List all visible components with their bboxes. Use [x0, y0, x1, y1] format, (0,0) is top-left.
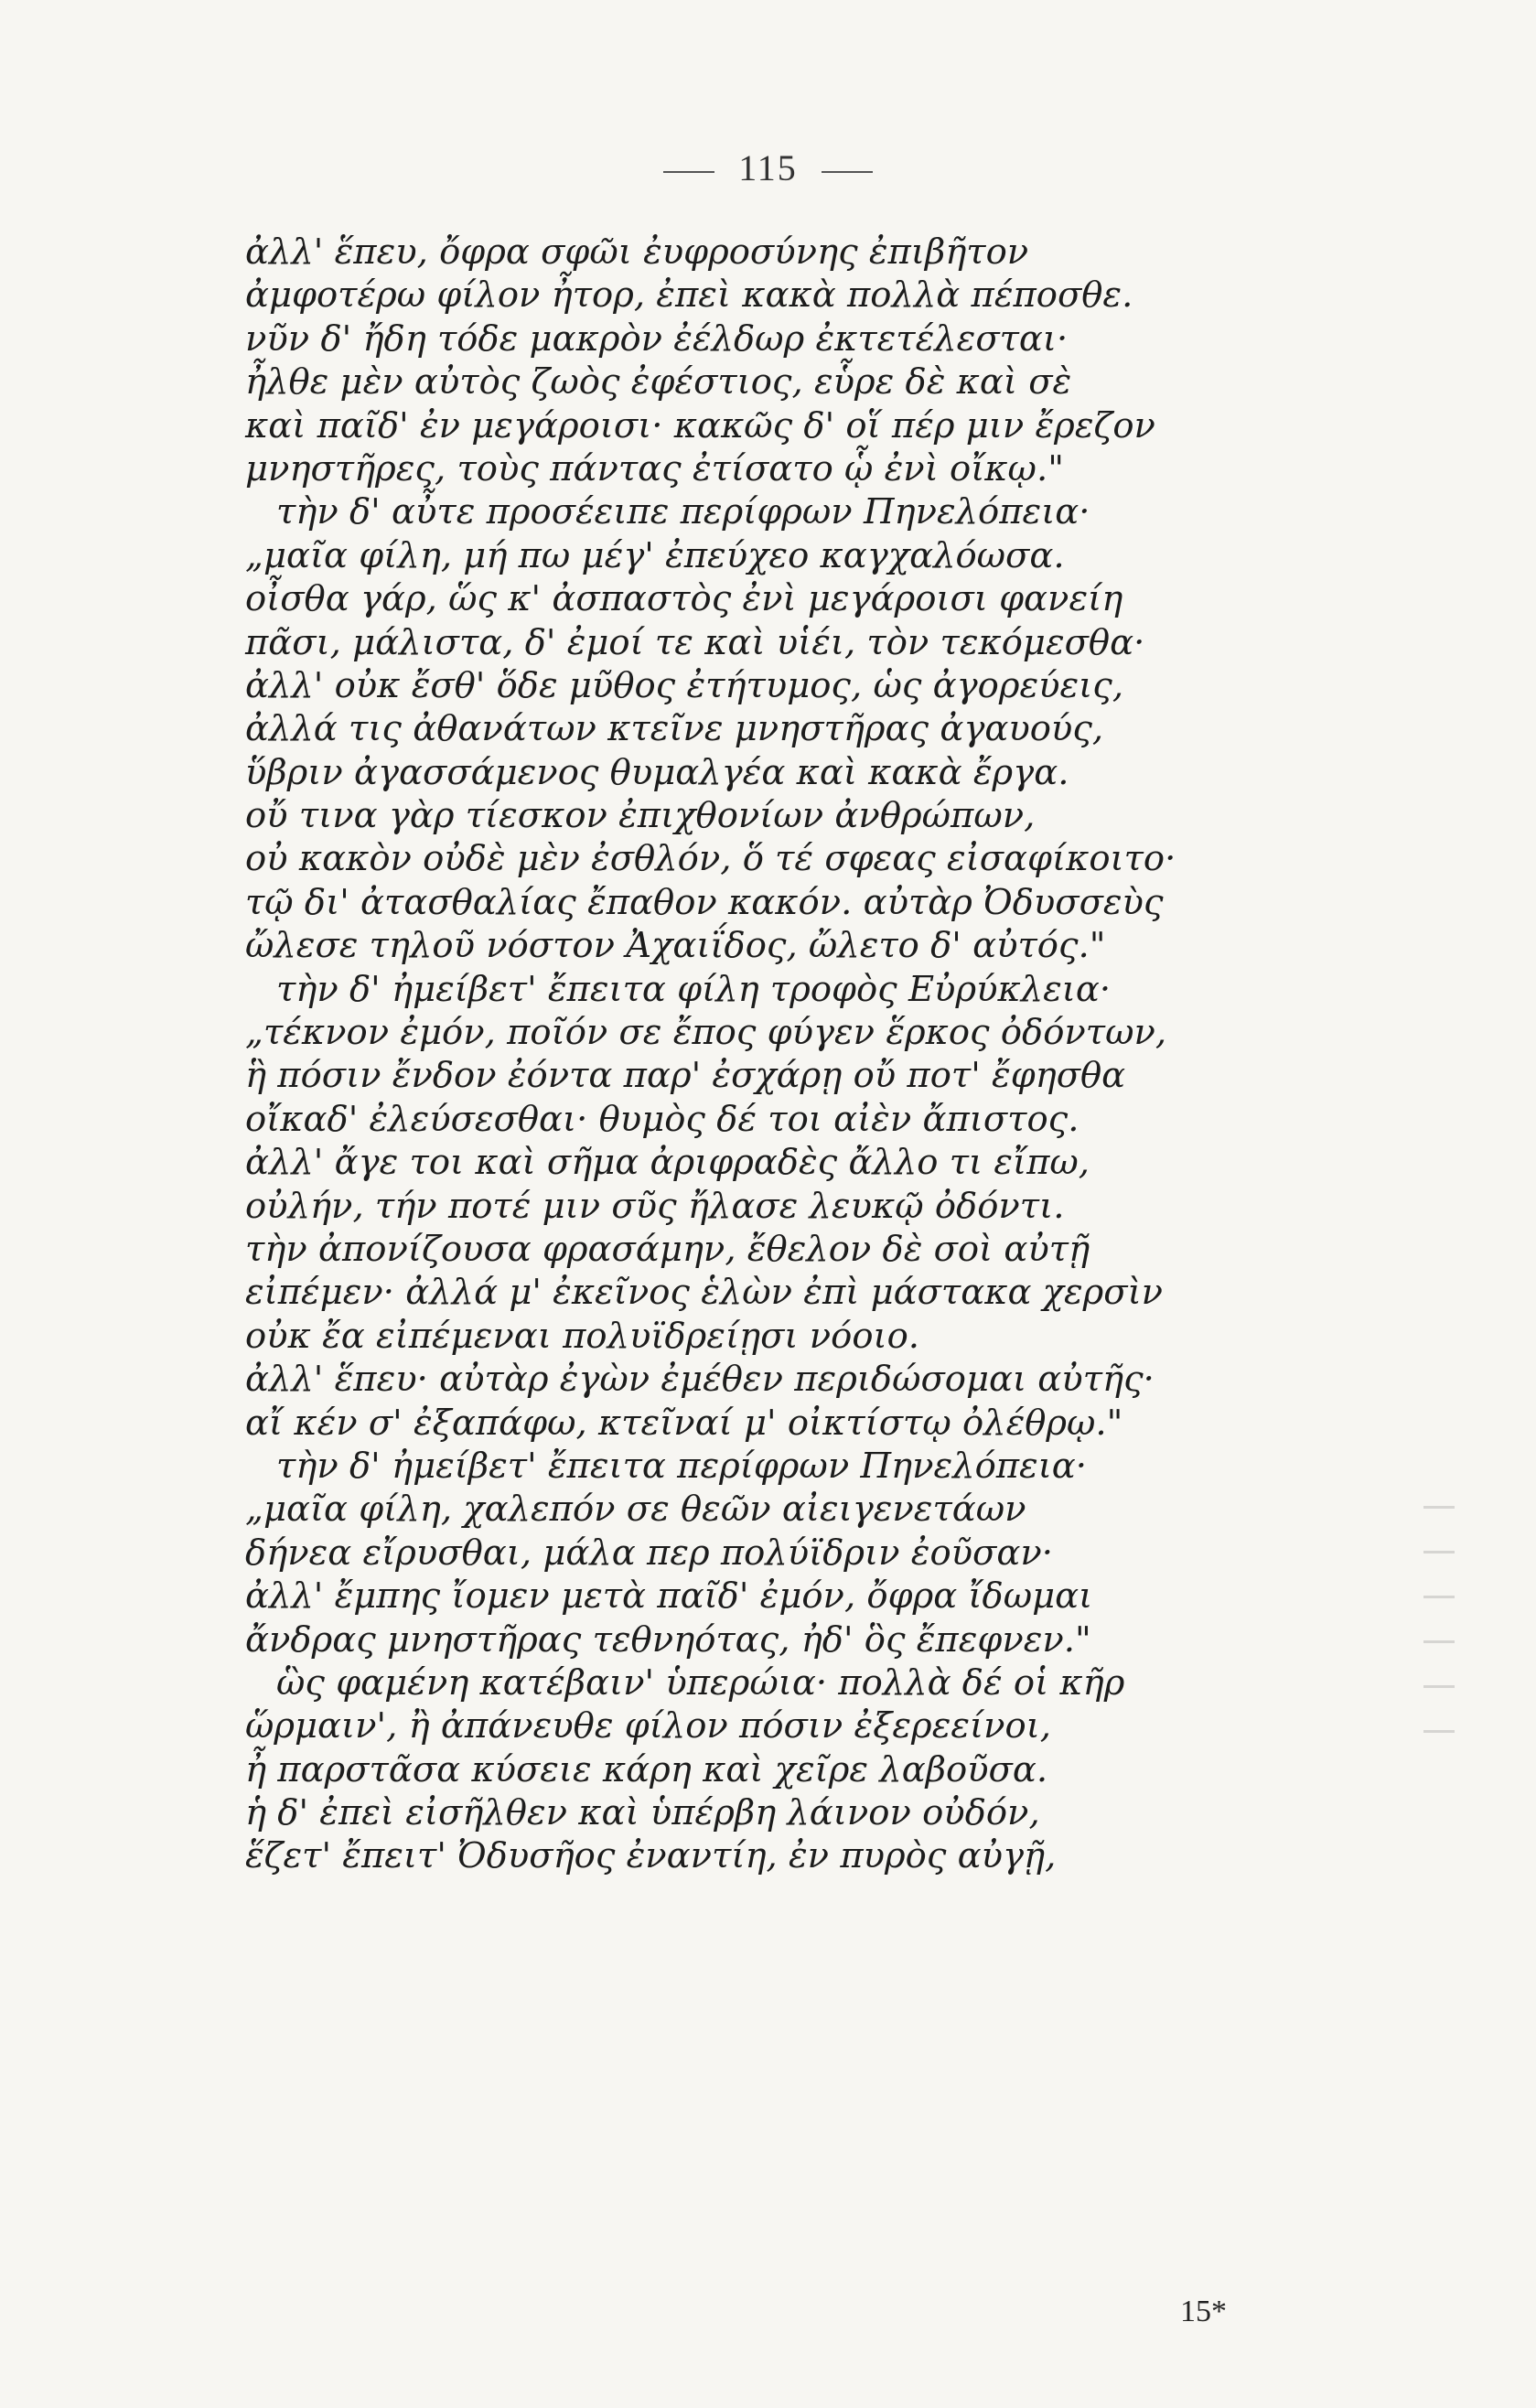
verse-line: οἴκαδ' ἐλεύσεσθαι· θυμὸς δέ τοι αἰὲν ἄπιστος.: [245, 1098, 1079, 1140]
verse-line: ἀλλ' ἄγε τοι καὶ σῆμα ἀριφραδὲς ἄλλο τι εἴπω,: [245, 1142, 1090, 1184]
verse-line: ἦ παρστᾶσα κύσειε κάρη καὶ χεῖρε λαβοῦσα.: [245, 1748, 1048, 1790]
verse-block: [245, 231, 1288, 1878]
verse-line: τὴν δ' ἠμείβετ' ἔπειτα περίφρων Πηνελόπεια·: [276, 1445, 1088, 1487]
right-dash: [822, 171, 873, 173]
verse-line: ἀλλ' ἕπευ, ὄφρα σφῶι ἐυφροσύνης ἐπιβῆτον: [245, 231, 1029, 273]
verse-line: τὴν δ' ἠμείβετ' ἔπειτα φίλη τροφὸς Εὐρύκλεια·: [276, 968, 1112, 1010]
verse-line: νῦν δ' ἤδη τόδε μακρὸν ἐέλδωρ ἐκτετέλεσται·: [245, 317, 1069, 360]
verse-line: ὥρμαιν', ἢ ἀπάνευθε φίλον πόσιν ἐξερεείνοι,: [245, 1705, 1052, 1747]
verse-line: μνηστῆρες, τοὺς πάντας ἐτίσατο ᾧ ἐνὶ οἴκῳ.": [245, 447, 1064, 489]
verse-line: οὐλήν, τήν ποτέ μιν σῦς ἤλασε λευκῷ ὀδόντι.: [245, 1185, 1065, 1227]
verse-line: οὔ τινα γὰρ τίεσκον ἐπιχθονίων ἀνθρώπων,: [245, 795, 1036, 837]
verse-line: πᾶσι, μάλιστα, δ' ἐμοί τε καὶ υἱέι, τὸν τεκόμεσθα·: [245, 621, 1145, 663]
verse-line: ἀλλ' οὐκ ἔσθ' ὅδε μῦθος ἐτήτυμος, ὡς ἀγορεύεις,: [245, 664, 1124, 706]
verse-line: τὴν δ' αὖτε προσέειπε περίφρων Πηνελόπεια·: [276, 491, 1090, 533]
verse-line: „μαῖα φίλη, μή πω μέγ' ἐπεύχεο καγχαλόωσα.: [245, 534, 1065, 576]
verse-line: ἀλλά τις ἀθανάτων κτεῖνε μνηστῆρας ἀγαυούς,: [245, 708, 1104, 750]
verse-line: ἦλθε μὲν αὐτὸς ζωὸς ἐφέστιος, εὗρε δὲ καὶ σὲ: [245, 361, 1072, 403]
verse-line: καὶ παῖδ' ἐν μεγάροισι· κακῶς δ' οἵ πέρ μιν ἔρεζον: [245, 404, 1155, 446]
verse-line: οὐκ ἔα εἰπέμεναι πολυϊδρείῃσι νόοιο.: [245, 1315, 920, 1357]
signature-mark: 15*: [1180, 2295, 1227, 2328]
verse-line: ἀλλ' ἕπευ· αὐτὰρ ἐγὼν ἐμέθεν περιδώσομαι αὐτῆς·: [245, 1359, 1155, 1401]
page-number: 115: [738, 147, 798, 188]
verse-line: ἄνδρας μνηστῆρας τεθνηότας, ἠδ' ὃς ἔπεφνεν.": [245, 1618, 1091, 1661]
verse-line: τὴν ἀπονίζουσα φρασάμην, ἔθελον δὲ σοὶ αὐτῇ: [245, 1228, 1090, 1270]
verse-line: αἴ κέν σ' ἐξαπάφω, κτεῖναί μ' οἰκτίστῳ ὀλέθρῳ.": [245, 1402, 1123, 1444]
verse-line: ἀμφοτέρω φίλον ἦτορ, ἐπεὶ κακὰ πολλὰ πέποσθε.: [245, 274, 1133, 317]
verse-line: ἕζετ' ἔπειτ' Ὀδυσῆος ἐναντίη, ἐν πυρὸς αὐγῇ,: [245, 1835, 1057, 1877]
verse-line: ἀλλ' ἔμπης ἴομεν μετὰ παῖδ' ἐμόν, ὄφρα ἴδωμαι: [245, 1575, 1093, 1618]
verse-line: „μαῖα φίλη, χαλεπόν σε θεῶν αἰειγενετάων: [245, 1489, 1026, 1531]
verse-line: οὐ κακὸν οὐδὲ μὲν ἐσθλόν, ὅ τέ σφεας εἰσαφίκοιτο·: [245, 838, 1176, 880]
page-header: [0, 146, 1536, 189]
show-through-marks: [1423, 1464, 1478, 1830]
verse-line: ἡ δ' ἐπεὶ εἰσῆλθεν καὶ ὑπέρβη λάινον οὐδόν,: [245, 1792, 1040, 1834]
verse-line: δήνεα εἴρυσθαι, μάλα περ πολύϊδριν ἐοῦσαν·: [245, 1532, 1053, 1574]
verse-line: ὕβριν ἀγασσάμενος θυμαλγέα καὶ κακὰ ἔργα.: [245, 751, 1069, 793]
verse-line: ἣ πόσιν ἔνδον ἐόντα παρ' ἐσχάρῃ οὔ ποτ' ἔφησθα: [245, 1055, 1126, 1097]
verse-line: ὣς φαμένη κατέβαιν' ὑπερώια· πολλὰ δέ οἱ κῆρ: [276, 1661, 1125, 1704]
verse-line: οἶσθα γάρ, ὥς κ' ἀσπαστὸς ἐνὶ μεγάροισι φανείη: [245, 578, 1123, 620]
verse-line: ὤλεσε τηλοῦ νόστον Ἀχαιΐδος, ὤλετο δ' αὐτός.": [245, 925, 1106, 967]
verse-line: „τέκνον ἐμόν, ποῖόν σε ἔπος φύγεν ἕρκος ὀδόντων,: [245, 1012, 1167, 1054]
verse-line: εἰπέμεν· ἀλλά μ' ἐκεῖνος ἑλὼν ἐπὶ μάστακα χερσὶν: [245, 1272, 1164, 1314]
left-dash: [663, 171, 714, 173]
verse-line: τῷ δι' ἀτασθαλίας ἔπαθον κακόν. αὐτὰρ Ὀδυσσεὺς: [245, 881, 1164, 923]
